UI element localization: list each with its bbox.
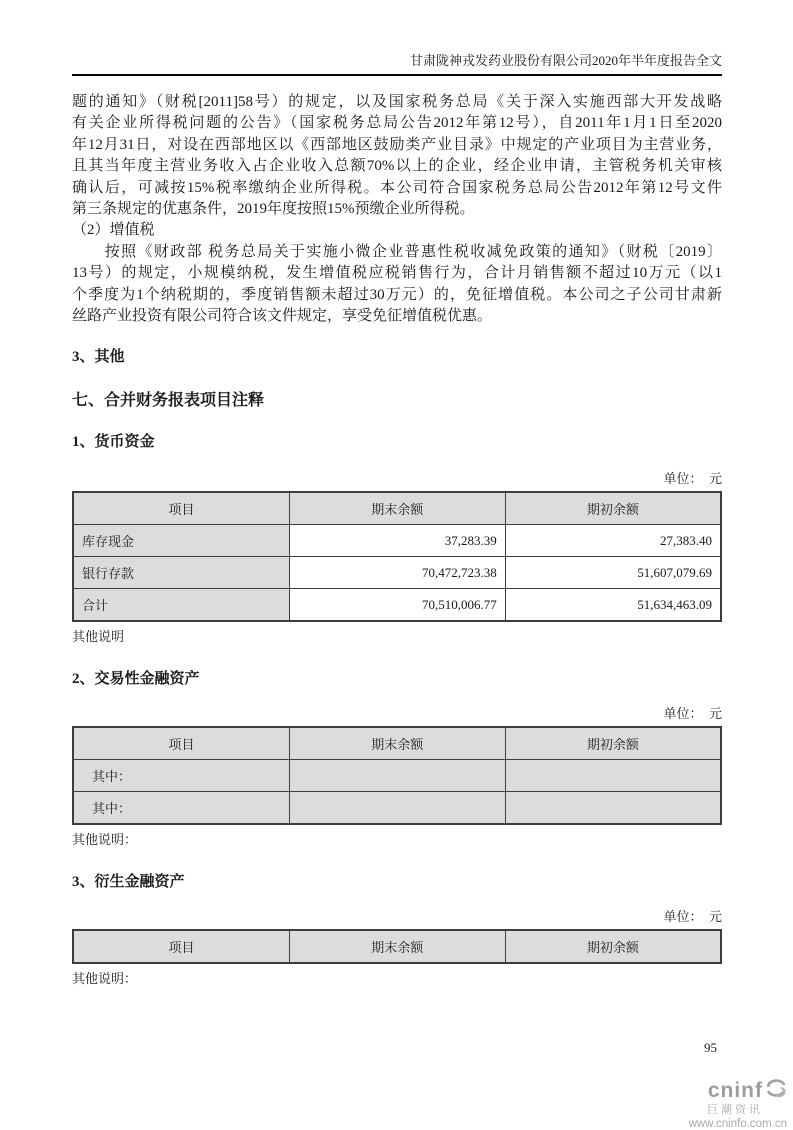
monetary-funds-table [72, 491, 722, 622]
closing-balance-value [289, 760, 505, 792]
table-header-row [73, 727, 721, 760]
table-row [73, 525, 721, 557]
column-header-item: 项目 [73, 727, 289, 760]
closing-balance-value [289, 792, 505, 825]
table-header-row [73, 492, 721, 525]
row-label: 银行存款 [73, 557, 289, 589]
closing-balance-value: 70,472,723.38 [289, 557, 505, 589]
page-header-title: 甘肃陇神戎发药业股份有限公司2020年半年度报告全文 [72, 52, 722, 76]
row-label: 库存现金 [73, 525, 289, 557]
tax-policy-paragraph [72, 92, 722, 327]
row-label: 其中： [73, 792, 289, 825]
table-row-total [73, 589, 721, 622]
paragraph-line: 有关企业所得税问题的公告》（国家税务总局公告2012年第12号），自2011年1月1日至2020 [72, 115, 722, 132]
opening-balance-value: 51,634,463.09 [505, 589, 721, 622]
opening-balance-value: 27,383.40 [505, 525, 721, 557]
column-header-opening-balance: 期初余额 [505, 727, 721, 760]
table-header-row [73, 930, 721, 963]
column-header-opening-balance: 期初余额 [505, 930, 721, 963]
unit-note: 单位： 元 [663, 706, 722, 722]
vat-subheading: （2）增值税 [72, 222, 155, 239]
other-notes-label: 其他说明： [72, 971, 138, 987]
heading-derivative-financial-assets: 3、衍生金融资产 [72, 874, 185, 891]
cninfo-brand-row [689, 1078, 787, 1103]
cninfo-swirl-icon [765, 1078, 787, 1103]
column-header-item: 项目 [73, 492, 289, 525]
page-number: 95 [704, 1040, 717, 1055]
paragraph-line: 题的通知》（财税[2011]58号）的规定，以及国家税务总局《关于深入实施西部大开发战略 [72, 94, 722, 110]
table-row [73, 792, 721, 825]
cninfo-url: www.cninfo.com.cn [688, 1117, 787, 1130]
column-header-closing-balance: 期末余额 [289, 727, 505, 760]
column-header-item: 项目 [73, 930, 289, 963]
derivative-financial-assets-table [72, 929, 722, 964]
paragraph-line: 丝路产业投资有限公司符合该文件规定，享受免征增值税优惠。 [72, 308, 493, 325]
opening-balance-value [505, 760, 721, 792]
cninfo-logo [689, 1078, 787, 1130]
unit-note: 单位： 元 [663, 471, 722, 487]
paragraph-line: 确认后，可减按15%税率缴纳企业所得税。本公司符合国家税务总局公告2012年第12号文件 [72, 179, 722, 196]
cninfo-chinese-name: 巨潮资讯 [707, 1103, 763, 1116]
paragraph-line: 13号）的规定，小规模纳税，发生增值税应税销售行为，合计月销售额不超过10万元（以1 [72, 265, 722, 282]
closing-balance-value: 70,510,006.77 [289, 589, 505, 622]
paragraph-line: 年12月31日，对设在西部地区以《西部地区鼓励类产业目录》中规定的产业项目为主营业务， [72, 136, 722, 153]
opening-balance-value [505, 792, 721, 825]
column-header-opening-balance: 期初余额 [505, 492, 721, 525]
other-notes-label: 其他说明： [72, 832, 138, 848]
opening-balance-value: 51,607,079.69 [505, 557, 721, 589]
paragraph-line: 个季度为1个纳税期的，季度销售额未超过30万元）的，免征增值税。本公司之子公司甘肃新 [72, 286, 722, 303]
cninfo-brand-text: cninf [707, 1078, 763, 1102]
closing-balance-value: 37,283.39 [289, 525, 505, 557]
row-label: 其中： [73, 760, 289, 792]
heading-other: 3、其他 [72, 349, 125, 366]
heading-section-seven: 七、合并财务报表项目注释 [72, 392, 265, 410]
table-row [73, 760, 721, 792]
column-header-closing-balance: 期末余额 [289, 492, 505, 525]
paragraph-line: 第三条规定的优惠条件，2019年度按照15%预缴企业所得税。 [72, 201, 475, 218]
other-notes-label: 其他说明 [72, 629, 125, 645]
column-header-closing-balance: 期末余额 [289, 930, 505, 963]
unit-note: 单位： 元 [663, 909, 722, 925]
heading-monetary-funds: 1、货币资金 [72, 434, 155, 451]
paragraph-line: 按照《财政部 税务总局关于实施小微企业普惠性税收减免政策的通知》（财税〔2019〕 [72, 243, 722, 260]
table-row [73, 557, 721, 589]
heading-trading-financial-assets: 2、交易性金融资产 [72, 671, 200, 688]
row-label: 合计 [73, 589, 289, 622]
paragraph-line: 且其当年度主营业务收入占企业收入总额70%以上的企业，经企业申请，主管税务机关审核 [72, 158, 722, 175]
trading-financial-assets-table [72, 726, 722, 825]
